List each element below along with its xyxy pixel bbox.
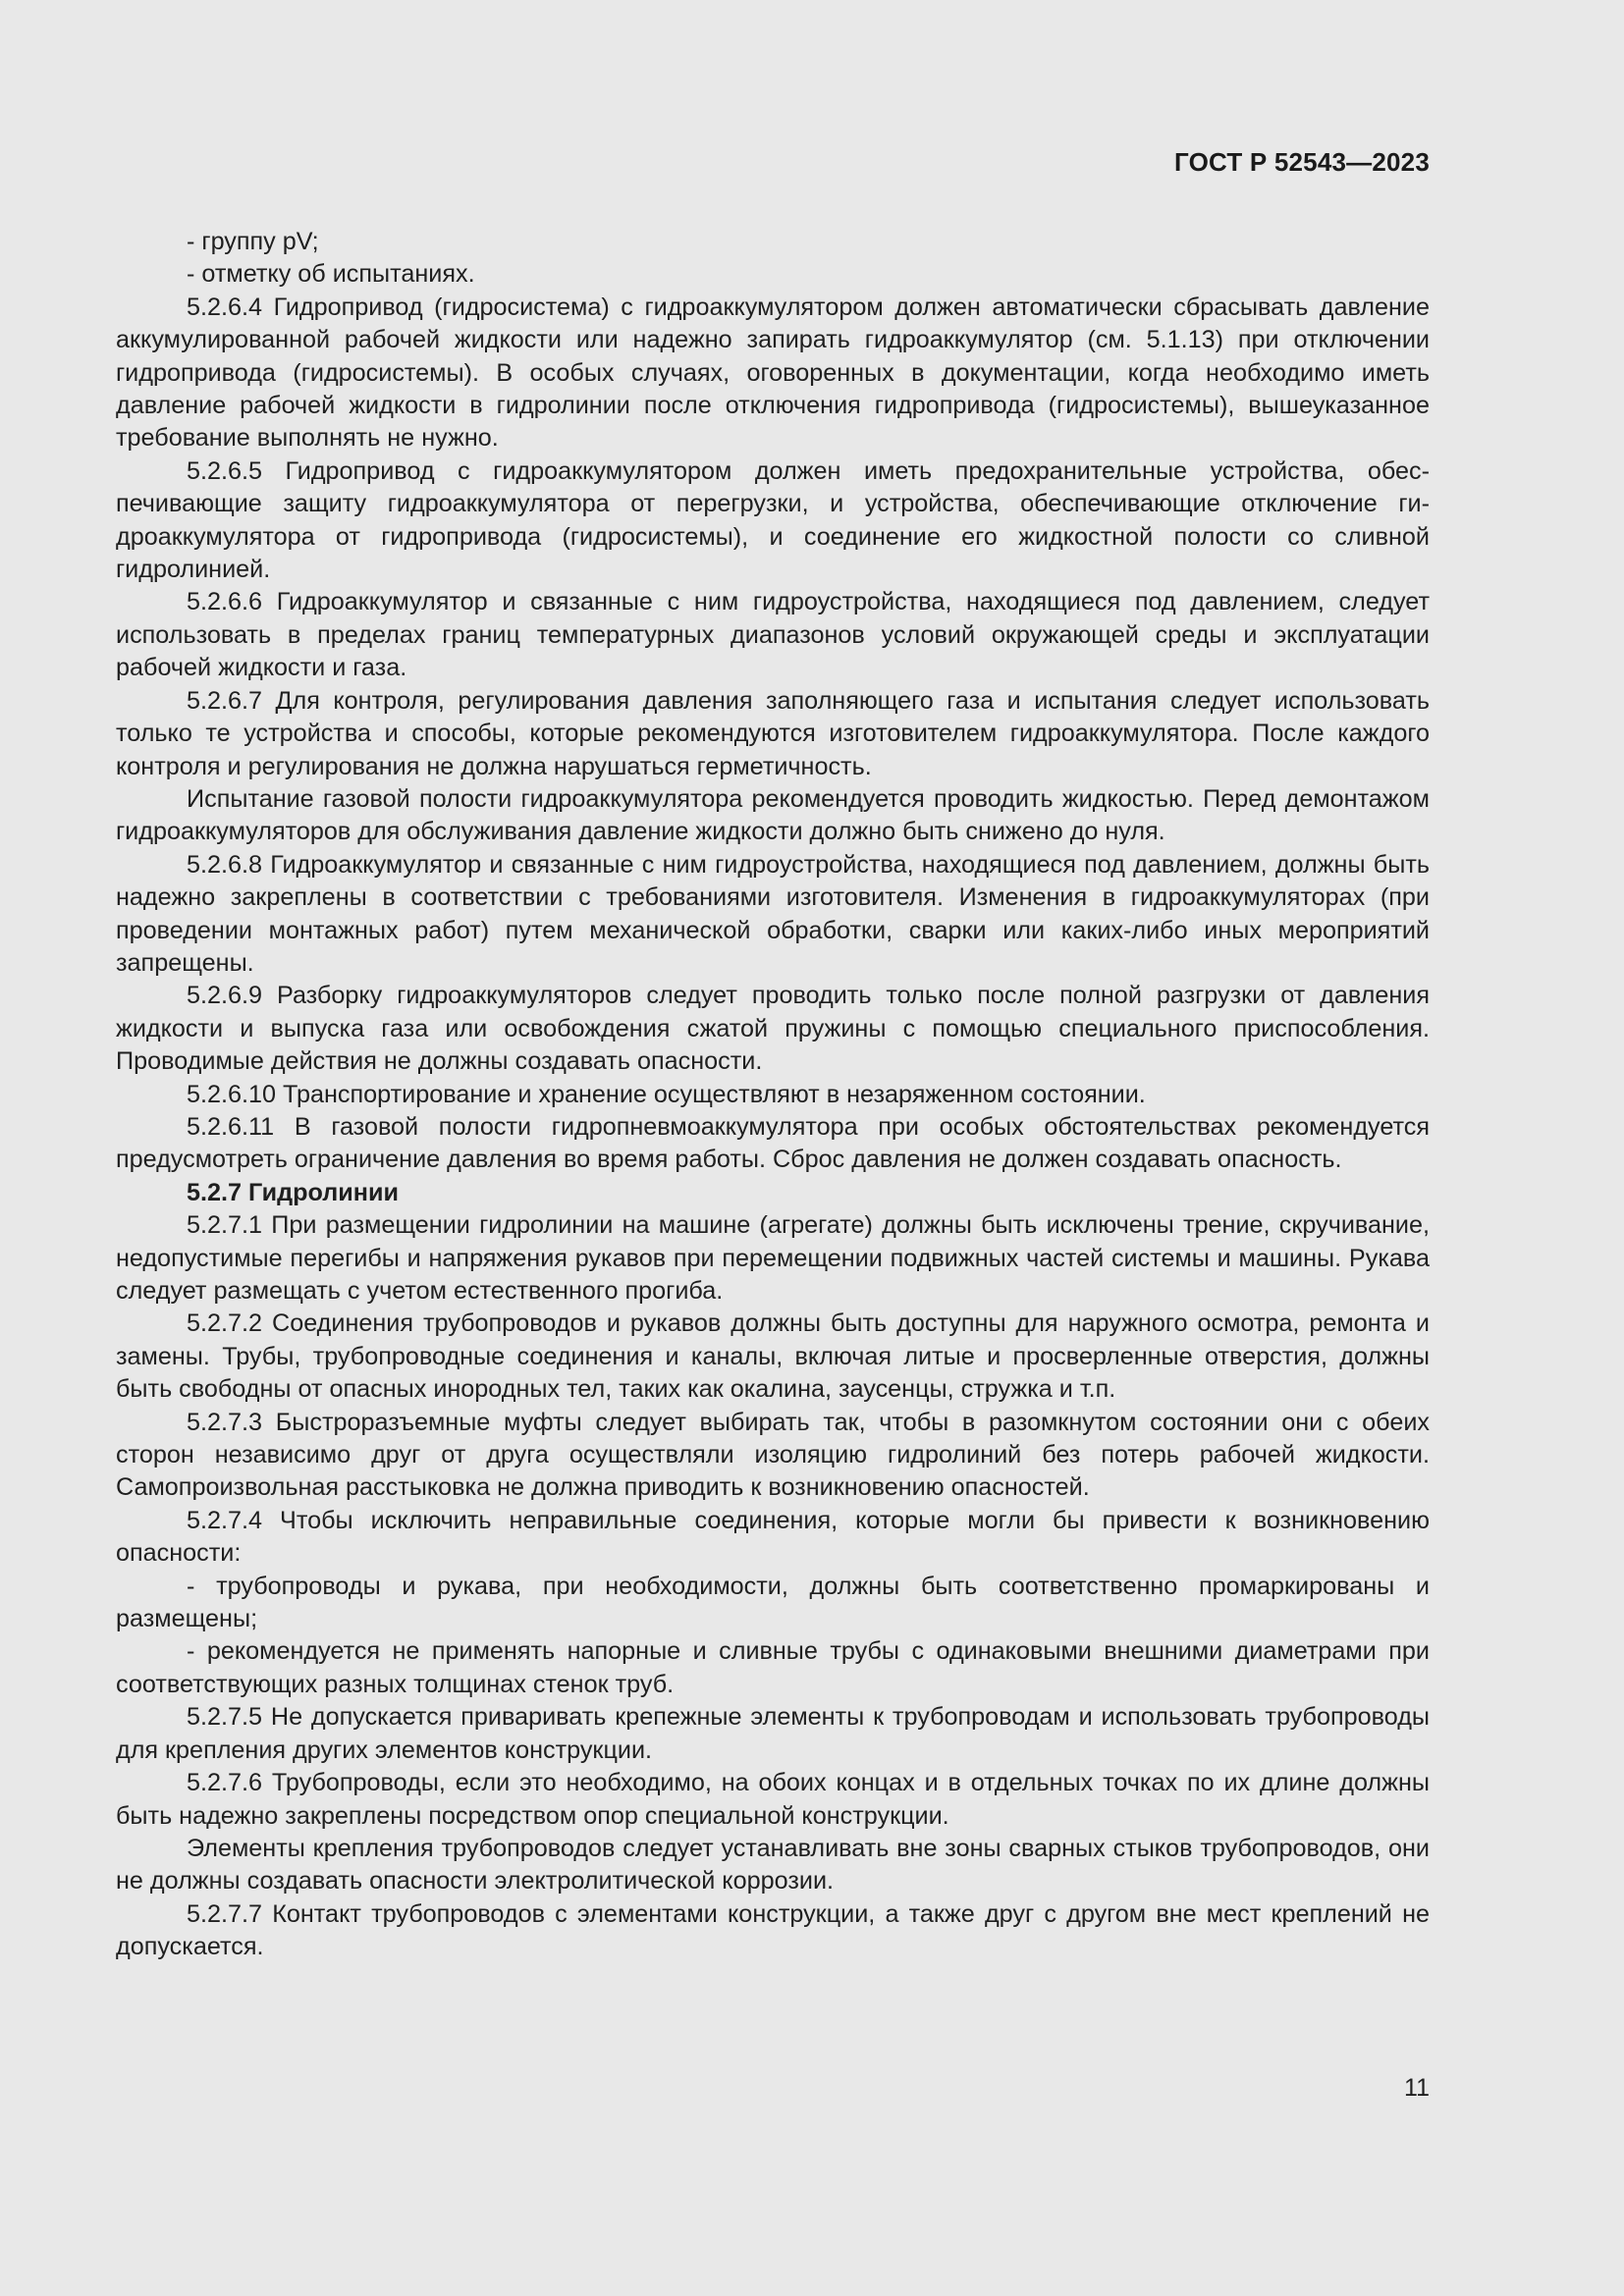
list-item-marking: - трубопроводы и рукава, при необходимости, должны быть соответственно промаркированы и размещены; — [116, 1572, 1430, 1633]
paragraph-gas-cavity-test: Испытание газовой полости гидроаккумулятора рекомендуется проводить жидкостью. Перед демонтажом гидроаккумуляторов для обслуживания давление жидкости должно быть снижено до нуля. — [116, 784, 1430, 846]
paragraph-5-2-7-2: 5.2.7.2 Соединения трубопроводов и рукавов должны быть доступны для наружного осмотра, ремонта и замены. Трубы, трубопроводные соединения и каналы, включая литые и просверленные отверстия, должны быть свободны от опасных инородных тел, таких как окалина, заусенцы, стружка и т.п. — [116, 1309, 1430, 1404]
list-item-pipe-diameters: - рекомендуется не применять напорные и сливные трубы с одинаковыми внешними диаметрами при соответствующих разных толщинах стенок труб. — [116, 1637, 1430, 1698]
paragraph-5-2-6-8: 5.2.6.8 Гидроаккумулятор и связанные с ним гидроустройства, находящиеся под давлением, должны быть надежно закреплены в соответствии с требованиями изготовителя. Изменения в гидроаккумуляторах (при проведении монтажных работ) путем механической обработки, сварки или каких-либо иных мероприятий запрещены. — [116, 850, 1430, 977]
paragraph-5-2-7-4: 5.2.7.4 Чтобы исключить неправильные соединения, которые могли бы привести к возникновению опасности: — [116, 1506, 1430, 1568]
paragraph-5-2-6-9: 5.2.6.9 Разборку гидроаккумуляторов следует проводить только после полной разгрузки от давления жидкости и выпуска газа или освобождения сжатой пружины с помощью специального приспособления. Проводимые действия не должны создавать опасности. — [116, 982, 1430, 1076]
paragraph-5-2-7-3: 5.2.7.3 Быстроразъемные муфты следует выбирать так, чтобы в разомкнутом состоянии они с обеих сторон независимо друг от друга осуществляли изоляцию гидролиний без потерь рабочей жидкости. Самопроизвольная расстыковка не должна приводить к возникновению опасностей. — [116, 1408, 1430, 1502]
paragraph-5-2-6-7: 5.2.6.7 Для контроля, регулирования давления заполняющего газа и испытания следует использовать только те устройства и способы, которые рекомендуются изготовителем гидроаккумулятора. После каждого контроля и регулирования не должна нарушаться герметичность. — [116, 686, 1430, 780]
paragraph-5-2-6-11: 5.2.6.11 В газовой полости гидропневмоаккумулятора при особых обстоятельствах рекомендуется предусмотреть ограничение давления во время работы. Сброс давления не должен создавать опасность. — [116, 1112, 1430, 1174]
paragraph-fastening-elements: Элементы крепления трубопроводов следует устанавливать вне зоны сварных стыков трубопроводов, они не должны создавать опасности электролитической коррозии. — [116, 1834, 1430, 1896]
paragraph-5-2-7-5: 5.2.7.5 Не допускается приваривать крепежные элементы к трубопроводам и использовать трубопроводы для крепления других элементов конструкции. — [116, 1703, 1430, 1764]
paragraph-5-2-6-4: 5.2.6.4 Гидропривод (гидросистема) с гидроаккумулятором должен автоматически сбрасывать давление аккумулированной рабочей жидкости или надежно запирать гидроаккумулятор (см. 5.1.13) при отключении гидропривода (гидросистемы). В особых случаях, оговоренных в документации, когда необходимо иметь давление рабочей жидкости в гидролинии после отключения гидропривода (гидросистемы), вышеуказанное требование выполнять не нужно. — [116, 293, 1430, 453]
list-item-pv-group: - группу pV; — [187, 228, 319, 255]
paragraph-5-2-6-5: 5.2.6.5 Гидропривод с гидроаккумулятором должен иметь предохранительные устройства, обеспечивающие защиту гидроаккумулятора от перегрузки, и устройства, обеспечивающие отключение гидроаккумулятора от гидропривода (гидросистемы), и соединение его жидкостной полости со сливной гидролинией. — [116, 456, 1430, 584]
list-item-test-mark: - отметку об испытаниях. — [187, 260, 475, 289]
document-header: ГОСТ Р 52543—2023 — [1174, 147, 1430, 177]
page-number: 11 — [1404, 2074, 1430, 2102]
document-body — [116, 226, 1430, 1964]
paragraph-5-2-7-6: 5.2.7.6 Трубопроводы, если это необходимо, на обоих концах и в отдельных точках по их длине должны быть надежно закреплены посредством опор специальной конструкции. — [116, 1769, 1430, 1830]
paragraph-5-2-6-6: 5.2.6.6 Гидроаккумулятор и связанные с ним гидроустройства, находящиеся под давлением, следует использовать в пределах границ температурных диапазонов условий окружающей среды и эксплуатации рабочей жидкости и газа. — [116, 588, 1430, 682]
paragraph-5-2-7-7: 5.2.7.7 Контакт трубопроводов с элементами конструкции, а также друг с другом вне мест креплений не допускается. — [116, 1899, 1430, 1961]
paragraph-5-2-6-10: 5.2.6.10 Транспортирование и хранение осуществляют в незаряженном состоянии. — [187, 1080, 1146, 1108]
section-heading-5-2-7: 5.2.7 Гидролинии — [187, 1178, 399, 1206]
paragraph-5-2-7-1: 5.2.7.1 При размещении гидролинии на машине (агрегате) должны быть исключены трение, скручивание, недопустимые перегибы и напряжения рукавов при перемещении подвижных частей системы и машины. Рукава следует размещать с учетом естественного прогиба. — [116, 1211, 1430, 1305]
